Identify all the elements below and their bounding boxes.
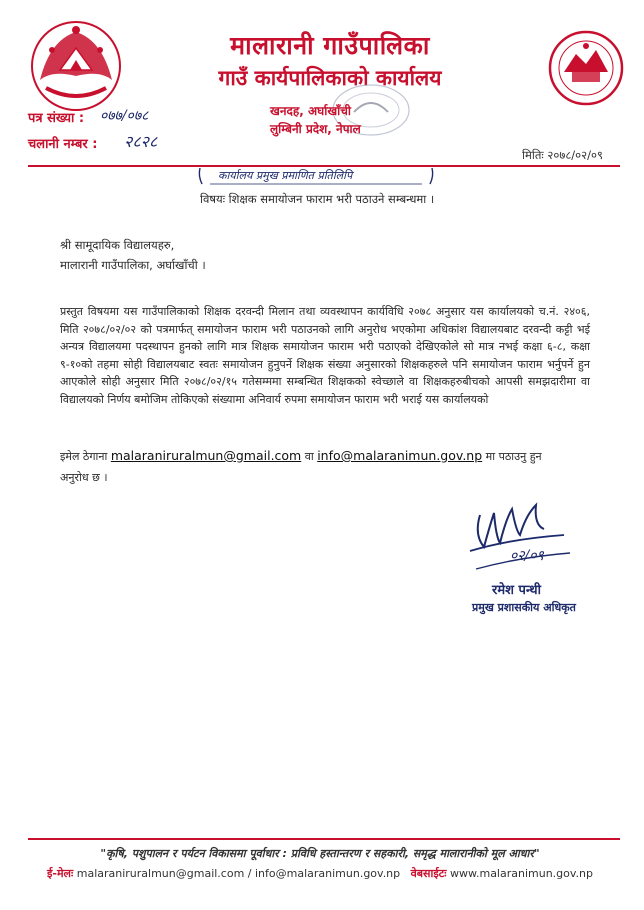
footer-emails[interactable]: malaraniruralmun@gmail.com / info@malaranimun.gov.np (76, 867, 401, 880)
email-link-official[interactable]: info@malaranimun.gov.np (317, 448, 483, 463)
email-link-gmail[interactable]: malaraniruralmun@gmail.com (110, 448, 302, 463)
letter-date (522, 148, 603, 163)
office-address-line1: खनदह, अर्घाखाँची (270, 104, 351, 118)
ref-number-label: पत्र संख्या : (28, 111, 85, 126)
signatory-name: रमेश पन्थी (492, 583, 541, 598)
email-suffix: मा पठाउनु हुन (485, 450, 542, 463)
signatory-title: प्रमुख प्रशासकीय अधिकृत (472, 601, 576, 614)
letter-body (60, 303, 590, 409)
ref-number-value: ०७७/०७८ (100, 108, 149, 124)
letter-closing: अनुरोध छ । (60, 471, 108, 484)
footer-divider (28, 838, 620, 840)
certified-copy-text: कार्यालय प्रमुख प्रमाणित प्रतिलिपि (218, 169, 353, 182)
date-value: २०७८/०२/०९ (547, 148, 603, 162)
office-address-line2: लुम्बिनी प्रदेश, नेपाल (270, 122, 361, 136)
footer-motto: "कृषि, पशुपालन र पर्यटन विकासमा पूर्वाधार : प्रविधि हस्तान्तरण र सहकारी, समृद्ध मालारानीको मूल आधार" (100, 847, 540, 860)
footer-website-label: वेबसाईटः (410, 867, 447, 880)
recipient-line1: श्री सामूदायिक विद्यालयहरु, (60, 238, 175, 252)
date-label: मितिः (522, 148, 544, 162)
recipient-line2: मालारानी गाउँपालिका, अर्घाखाँची । (60, 258, 206, 272)
letter-body-text: प्रस्तुत विषयमा यस गाउँपालिकाको शिक्षक दरवन्दी मिलान तथा व्यवस्थापन कार्यविधि २०७८ अनुसार यस कार्यालयको च.नं. २४०६, मिति २०७८/०२/०२ को पत्रमार्फत् समायोजन फाराम भरी पठाउनको लागि अनुरोध भएकोमा अधिकांश विद्यालयबाट दरवन्दी कट्टी भई अन्यत्र विद्यालयमा पदस्थापन हुनको लागि मात्र शिक्षक समायोजन फाराम भरी पठाएको देखिएकोले सो मात्र नभई कक्षा ६-८, कक्षा ९-१०को तहमा सोही विद्यालयबाट स्वतः समायोजन हुनुपर्ने शिक्षक संख्या अनुसारको शिक्षकहरुले पनि समायोजन फाराम भर्नुपर्ने हुन आएकोले सोही अनुसार मिति २०७८/०२/१५ गतेसम्ममा सम्बन्धित शिक्षकको स्वेच्छाले वा शिक्षकहरुबीचको आपसी समझदारीमा वा विद्यालयको निर्णय बमोजिम तोकिएको संख्यामा अनिवार्य रुपमा समायोजन फाराम भरी भराई यस कार्यालयको (60, 305, 590, 406)
certified-copy-stamp (196, 164, 436, 188)
letter-subject: विषयः शिक्षक समायोजन फाराम भरी पठाउने सम्बन्धमा । (200, 192, 435, 206)
email-or: वा (304, 450, 314, 463)
office-title: मालारानी गाउँपालिका (230, 31, 430, 60)
office-subtitle: गाउँ कार्यपालिकाको कार्यालय (218, 66, 442, 90)
handwritten-signature (460, 495, 580, 585)
dispatch-number-label: चलानी नम्बर : (28, 137, 98, 152)
footer-contact (40, 866, 600, 881)
signature-date: ०२/०९ (510, 548, 544, 564)
email-line (60, 448, 600, 464)
nepal-emblem-logo (30, 20, 122, 112)
dispatch-number-value: २८२८ (124, 132, 158, 151)
footer-email-label: ई-मेलः (47, 867, 74, 880)
footer-website[interactable]: www.malaranimun.gov.np (450, 867, 593, 880)
email-prefix: इमेल ठेगाना (60, 450, 108, 463)
municipality-seal-logo (548, 30, 624, 106)
